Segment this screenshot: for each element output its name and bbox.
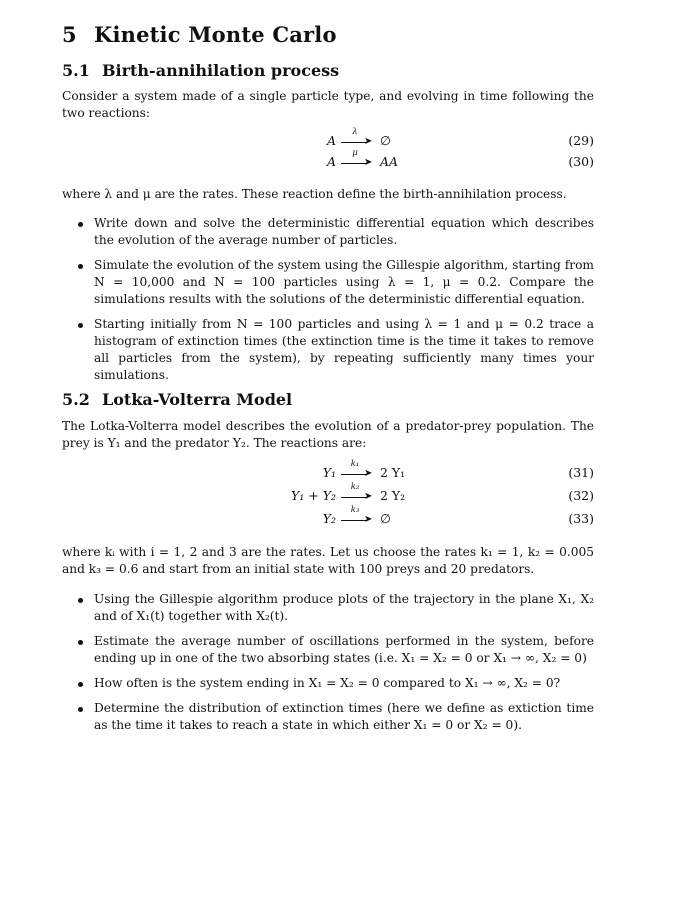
paragraph-intro-5-2: The Lotka-Volterra model describes the evolution of a predator-prey population. The prey is Y₁ and the predator Y₂. The reactions are: [62,419,594,450]
equation-rhs: 2 Y₂ [380,488,406,503]
equation-lhs: Y₁ + Y₂ [291,488,336,503]
equation-rhs: AA [380,154,399,169]
equation-lhs: Y₁ [322,465,336,480]
section-title: Kinetic Monte Carlo [94,22,337,47]
subsection-number: 5.1 [62,61,90,80]
equation-32: Y₁ + Y₂ k₂ ➤ 2 Y₂ (32) [291,482,594,503]
list-item: Write down and solve the deterministic differential equation which describes the evolution of the average number of particles. [78,215,594,249]
subsection-title: Lotka-Volterra Model [102,390,293,409]
equation-number: (29) [568,133,594,148]
paragraph-after-5-2: where kᵢ with i = 1, 2 and 3 are the rates. Let us choose the rates k₁ = 1, k₂ = 0.005 and k₃ = 0.6 and start from an initial state with 100 preys and 20 predators. [62,545,594,576]
list-item: Estimate the average number of oscillations performed in the system, before ending up in one of the two absorbing states (i.e. X₁ = X₂ = 0 or X₁ → ∞, X₂ = 0) [78,633,594,667]
reaction-rate: k₁ [350,459,360,469]
equation-rhs: 2 Y₁ [380,465,406,480]
equation-lhs: Y₂ [322,511,336,526]
subsection-heading-5-1 [62,61,339,80]
section-number: 5 [62,22,77,47]
list-item: Using the Gillespie algorithm produce plots of the trajectory in the plane X₁, X₂ and of X₁(t) together with X₂(t). [78,591,594,625]
equation-30: A μ ➤ AA (30) [326,148,594,169]
subsection-heading-5-2 [62,390,292,409]
list-item: Determine the distribution of extinction times (here we define as extiction time as the time it takes to reach a state in which either X₁ = 0 or X₂ = 0). [78,700,594,734]
paragraph-intro-5-1: Consider a system made of a single particle type, and evolving in time following the two reactions: [62,89,594,120]
equation-number: (30) [568,154,594,169]
reaction-rate: μ [352,148,358,158]
equation-number: (33) [568,511,594,526]
equation-lhs: A [326,154,336,169]
equation-number: (32) [568,488,594,503]
reaction-rate: λ [352,127,358,137]
list-item: Starting initially from N = 100 particles and using λ = 1 and μ = 0.2 trace a histogram of extinction times (the extinction time is the time it takes to remove all particles from the system), by repeating sufficiently many times your simulations. [78,316,594,384]
equation-33: Y₂ k₃ ➤ ∅ (33) [322,505,594,526]
equation-number: (31) [568,465,594,480]
subsection-title: Birth-annihilation process [102,61,340,80]
list-item: How often is the system ending in X₁ = X₂ = 0 compared to X₁ → ∞, X₂ = 0? [78,675,594,692]
equation-31: Y₁ k₁ ➤ 2 Y₁ (31) [322,459,594,480]
reaction-rate: k₃ [350,505,360,515]
subsection-number: 5.2 [62,390,90,409]
equation-lhs: A [326,133,336,148]
paragraph-after-5-1: where λ and μ are the rates. These reaction define the birth-annihilation process. [62,187,567,201]
equation-rhs: ∅ [380,511,391,526]
equation-29: A λ ➤ ∅ (29) [326,127,594,148]
bullet-list-5-1 [78,215,594,384]
bullet-list-5-2 [78,591,594,734]
section-heading [62,22,337,47]
equation-rhs: ∅ [380,133,391,148]
list-item: Simulate the evolution of the system using the Gillespie algorithm, starting from N = 10,000 and N = 100 particles using λ = 1, μ = 0.2. Compare the simulations results with the solutions of the deterministic differential equation. [78,257,594,308]
reaction-rate: k₂ [350,482,360,492]
